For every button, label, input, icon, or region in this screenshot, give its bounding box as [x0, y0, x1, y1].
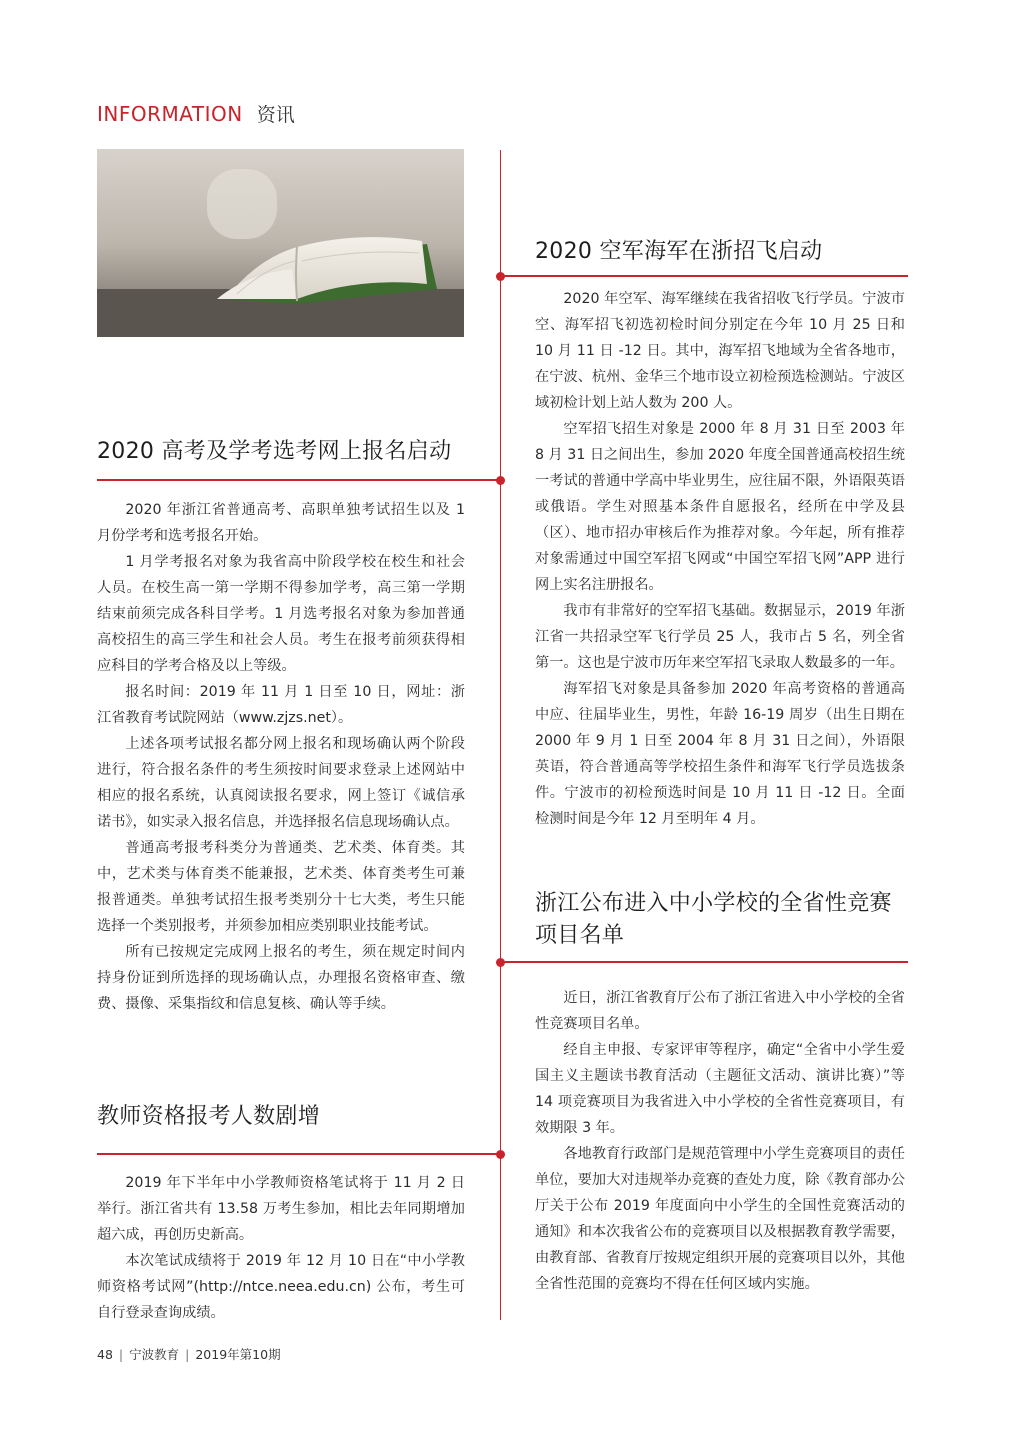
paragraph: 2020 年空军、海军继续在我省招收飞行学员。宁波市空、海军招飞初选初检时间分别定在今年 10 月 25 日和 10 月 11 日 -12 日。其中，海军招飞地域为全省各地市，在宁波、杭州、金华三个地市设立初检预选检测站。宁波区域初检计划上站人数为 200 人。	[535, 291, 905, 411]
rule-dot	[496, 1150, 505, 1159]
paragraph: 1 月学考报名对象为我省高中阶段学校在校生和社会人员。在校生高一第一学期不得参加学考，高三第一学期结束前须完成各科目学考。1 月选考报名对象为参加普通高校招生的高三学生和社会人员。考生在报考前须获得相应科目的学考合格及以上等级。	[97, 554, 465, 674]
page-footer	[97, 1345, 281, 1363]
magazine-name: 宁波教育	[129, 1347, 180, 1362]
article-title-teacher: 教师资格报考人数剧增	[97, 1104, 321, 1129]
rule-dot	[496, 476, 505, 485]
page-number: 48	[97, 1346, 113, 1362]
paragraph: 报名时间：2019 年 11 月 1 日至 10 日，网址：浙江省教育考试院网站（www.zjzs.net）。	[97, 684, 465, 726]
paragraph: 2019 年下半年中小学教师资格笔试将于 11 月 2 日举行。浙江省共有 13.58 万考生参加，相比去年同期增加超六成，再创历史新高。	[97, 1175, 465, 1243]
paragraph: 2020 年浙江省普通高考、高职单独考试招生以及 1 月份学考和选考报名开始。	[97, 502, 465, 544]
article-body-competition	[535, 985, 905, 1297]
paragraph: 空军招飞招生对象是 2000 年 8 月 31 日至 2003 年 8 月 31 日之间出生，参加 2020 年度全国普通高校招生统一考试的普通中学高中毕业男生，应往届不限，外语限英语或俄语。学生对照基本条件自愿报名，经所在中学及县（区）、地市招办审核后作为推荐对象。今年起，所有推荐对象需通过中国空军招飞网或“中国空军招飞网”APP 进行网上实名注册报名。	[535, 421, 905, 593]
title-rule	[500, 961, 908, 963]
paragraph: 所有已按规定完成网上报名的考生，须在规定时间内持身份证到所选择的现场确认点，办理报名资格审查、缴费、摄像、采集指纹和信息复核、确认等手续。	[97, 944, 465, 1012]
column-divider	[500, 150, 501, 1320]
paragraph: 经自主申报、专家评审等程序，确定“全省中小学生爱国主义主题读书教育活动（主题征文活动、演讲比赛）”等 14 项竞赛项目为我省进入中小学校的全省性竞赛项目，有效期限 3 年。	[535, 1042, 905, 1136]
rule-dot	[496, 958, 505, 967]
article-body-gaokao	[97, 497, 465, 1017]
open-book-illustration	[97, 149, 464, 337]
article-body-pilot	[535, 286, 905, 832]
paragraph: 海军招飞对象是具备参加 2020 年高考资格的普通高中应、往届毕业生，男性，年龄 16-19 周岁（出生日期在 2000 年 9 月 1 日至 2004 年 8 月 31 日之间），外语限英语，符合普通高等学校招生条件和海军飞行学员选拔条件。宁波市的初检预选时间是 10 月 11 日 -12 日。全面检测时间是今年 12 月至明年 4 月。	[535, 681, 905, 827]
paragraph: 本次笔试成绩将于 2019 年 12 月 10 日在“中小学教师资格考试网”(http://ntce.neea.edu.cn) 公布，考生可自行登录查询成绩。	[97, 1253, 465, 1321]
open-book-photo	[97, 149, 464, 337]
title-rule	[500, 275, 908, 277]
footer-separator: |	[118, 1346, 124, 1362]
article-title-pilot: 2020 空军海军在浙招飞启动	[535, 239, 823, 264]
paragraph: 普通高考报考科类分为普通类、艺术类、体育类。其中，艺术类与体育类不能兼报，艺术类、体育类考生可兼报普通类。单独考试招生报考类别分十七大类，考生只能选择一个类别报考，并须参加相应类别职业技能考试。	[97, 840, 465, 934]
section-label-en: INFORMATION	[97, 102, 243, 126]
rule-dot	[496, 272, 505, 281]
paragraph: 近日，浙江省教育厅公布了浙江省进入中小学校的全省性竞赛项目名单。	[535, 990, 905, 1032]
paragraph: 我市有非常好的空军招飞基础。数据显示，2019 年浙江省一共招录空军飞行学员 25 人，我市占 5 名，列全省第一。这也是宁波市历年来空军招飞录取人数最多的一年。	[535, 603, 905, 671]
title-rule	[97, 479, 502, 481]
paragraph: 各地教育行政部门是规范管理中小学生竞赛项目的责任单位，要加大对违规举办竞赛的查处力度，除《教育部办公厅关于公布 2019 年度面向中小学生的全国性竞赛活动的通知》和本次我省公布的竞赛项目以及根据教育教学需要，由教育部、省教育厅按规定组织开展的竞赛项目以外，其他全省性范围的竞赛均不得在任何区域内实施。	[535, 1146, 905, 1292]
section-header	[97, 100, 295, 126]
section-label-zh: 资讯	[256, 104, 295, 126]
paragraph: 上述各项考试报名都分网上报名和现场确认两个阶段进行，符合报名条件的考生须按时间要求登录上述网站中相应的报名系统，认真阅读报名要求，网上签订《诚信承诺书》，如实录入报名信息，并选择报名信息现场确认点。	[97, 736, 465, 830]
title-rule	[97, 1153, 502, 1155]
article-title-competition: 浙江公布进入中小学校的全省性竞赛项目名单	[535, 891, 892, 948]
article-body-teacher	[97, 1170, 465, 1326]
issue-label: 2019年第10期	[195, 1347, 281, 1362]
article-title-gaokao: 2020 高考及学考选考网上报名启动	[97, 439, 452, 464]
footer-separator: |	[185, 1346, 190, 1362]
